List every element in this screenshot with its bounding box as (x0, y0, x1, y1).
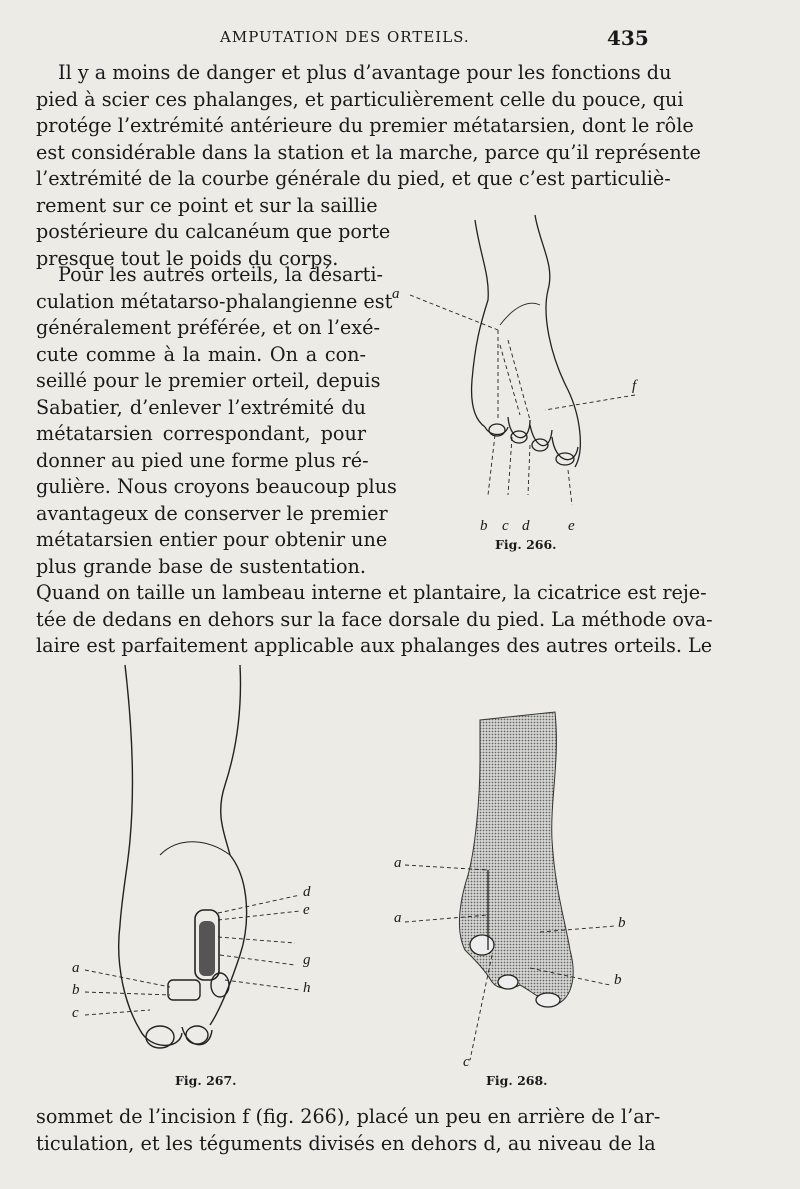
fig266-label-a: a (392, 286, 400, 302)
fig267-label-b: b (72, 982, 80, 998)
text-line: presque tout le poids du corps. (36, 246, 339, 270)
fig268-label-a1: a (394, 855, 402, 871)
fig268-label-b1: b (618, 915, 626, 931)
text-line: cute comme à la main. On a con- (36, 342, 366, 366)
figure-267-foot-illustration (70, 665, 330, 1065)
text-line: Quand on taille un lambeau interne et plantaire, la cicatrice est reje- (36, 581, 707, 604)
page-number: 435 (607, 26, 649, 50)
text-line: généralement préférée, et on l’exé- (36, 316, 380, 339)
fig267-label-e: e (303, 902, 310, 918)
text-line: Pour les autres orteils, la désarti- (58, 263, 383, 286)
fig267-label-c: c (72, 1005, 79, 1021)
fig266-label-c: c (502, 518, 509, 534)
text-line: donner au pied une forme plus ré- (36, 448, 369, 472)
fig267-caption: Fig. 267. (175, 1073, 237, 1088)
fig266-label-d: d (522, 518, 530, 534)
fig267-label-h: h (303, 980, 311, 996)
paragraph-3 (36, 1104, 661, 1157)
figure-266-foot-illustration (380, 205, 650, 535)
text-line: postérieure du calcanéum que porte (36, 220, 391, 243)
running-title: AMPUTATION DES ORTEILS. (220, 28, 470, 46)
fig267-label-d: d (303, 884, 311, 900)
text-line: Sabatier, d’enlever l’extrémité du (36, 395, 366, 419)
text-line: tée de dedans en dehors sur la face dorsale du pied. La méthode ova- (36, 607, 713, 631)
fig266-label-e: e (568, 518, 575, 534)
text-line: l’extrémité de la courbe générale du pied, et que c’est particuliè- (36, 167, 671, 190)
text-line: est considérable dans la station et la marche, parce qu’il représente (36, 140, 701, 164)
fig268-label-c: c (463, 1054, 470, 1070)
text-line: Il y a moins de danger et plus d’avantage pour les fonctions du (58, 61, 672, 84)
fig266-label-f: f (632, 378, 637, 394)
text-line: pied à scier ces phalanges, et particulièrement celle du pouce, qui (36, 87, 684, 111)
text-line: sommet de l’incision f (fig. 266), placé un peu en arrière de l’ar- (36, 1105, 661, 1128)
fig267-label-g: g (303, 952, 311, 968)
fig268-caption: Fig. 268. (486, 1073, 548, 1088)
fig268-label-b2: b (614, 972, 622, 988)
fig266-caption: Fig. 266. (495, 537, 557, 552)
text-line: rement sur ce point et sur la saillie (36, 193, 378, 217)
text-line: métatarsien correspondant, pour (36, 422, 366, 445)
figure-268-foot-illustration (380, 700, 660, 1080)
fig266-label-b: b (480, 518, 488, 534)
text-line: seillé pour le premier orteil, depuis (36, 369, 381, 392)
text-line: plus grande base de sustentation. (36, 554, 366, 578)
text-line: protége l’extrémité antérieure du premier métatarsien, dont le rôle (36, 114, 694, 137)
fig268-label-a2: a (394, 910, 402, 926)
text-line: avantageux de conserver le premier (36, 501, 388, 525)
fig267-label-a: a (72, 960, 80, 976)
text-line: culation métatarso-phalangienne est (36, 289, 393, 313)
text-line: laire est parfaitement applicable aux phalanges des autres orteils. Le (36, 634, 713, 657)
text-line: gulière. Nous croyons beaucoup plus (36, 475, 397, 498)
text-line: ticulation, et les téguments divisés en dehors d, au niveau de la (36, 1131, 656, 1155)
text-line: métatarsien entier pour obtenir une (36, 528, 388, 551)
